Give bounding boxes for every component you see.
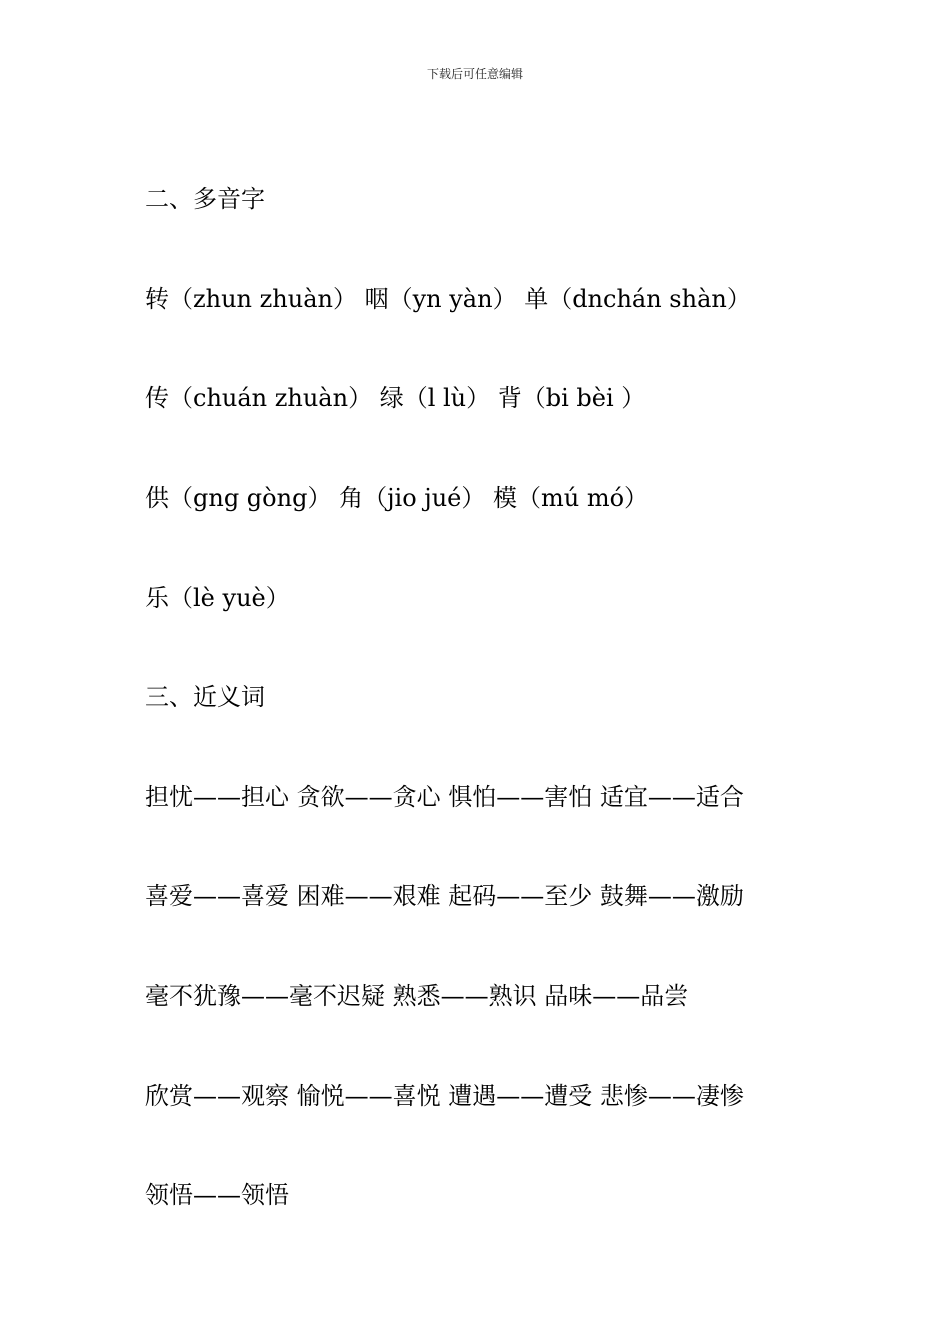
text-line: 乐（lè yuè） [145,584,290,612]
text-line: 毫不犹豫——毫不迟疑 熟悉——熟识 品味——品尝 [145,982,689,1010]
section-heading-polyphonic: 二、多音字 [145,185,265,213]
text-line: 传（chuán zhuàn） 绿（l lù） 背（bi bèi ） [145,384,646,412]
text-line: 转（zhun zhuàn） 咽（yn yàn） 单（dnchán shàn） [145,285,751,313]
text-line: 领悟——领悟 [145,1181,289,1209]
text-line: 欣赏——观察 愉悦——喜悦 遭遇——遭受 悲惨——凄惨 [145,1082,744,1110]
page-header: 下载后可任意编辑 [426,67,523,81]
section-heading-synonyms: 三、近义词 [145,683,265,711]
text-line: 担忧——担心 贪欲——贪心 惧怕——害怕 适宜——适合 [145,783,744,811]
text-line: 供（gng gòng） 角（jio jué） 模（mú mó） [145,484,649,512]
text-line: 喜爱——喜爱 困难——艰难 起码——至少 鼓舞——激励 [145,882,744,910]
